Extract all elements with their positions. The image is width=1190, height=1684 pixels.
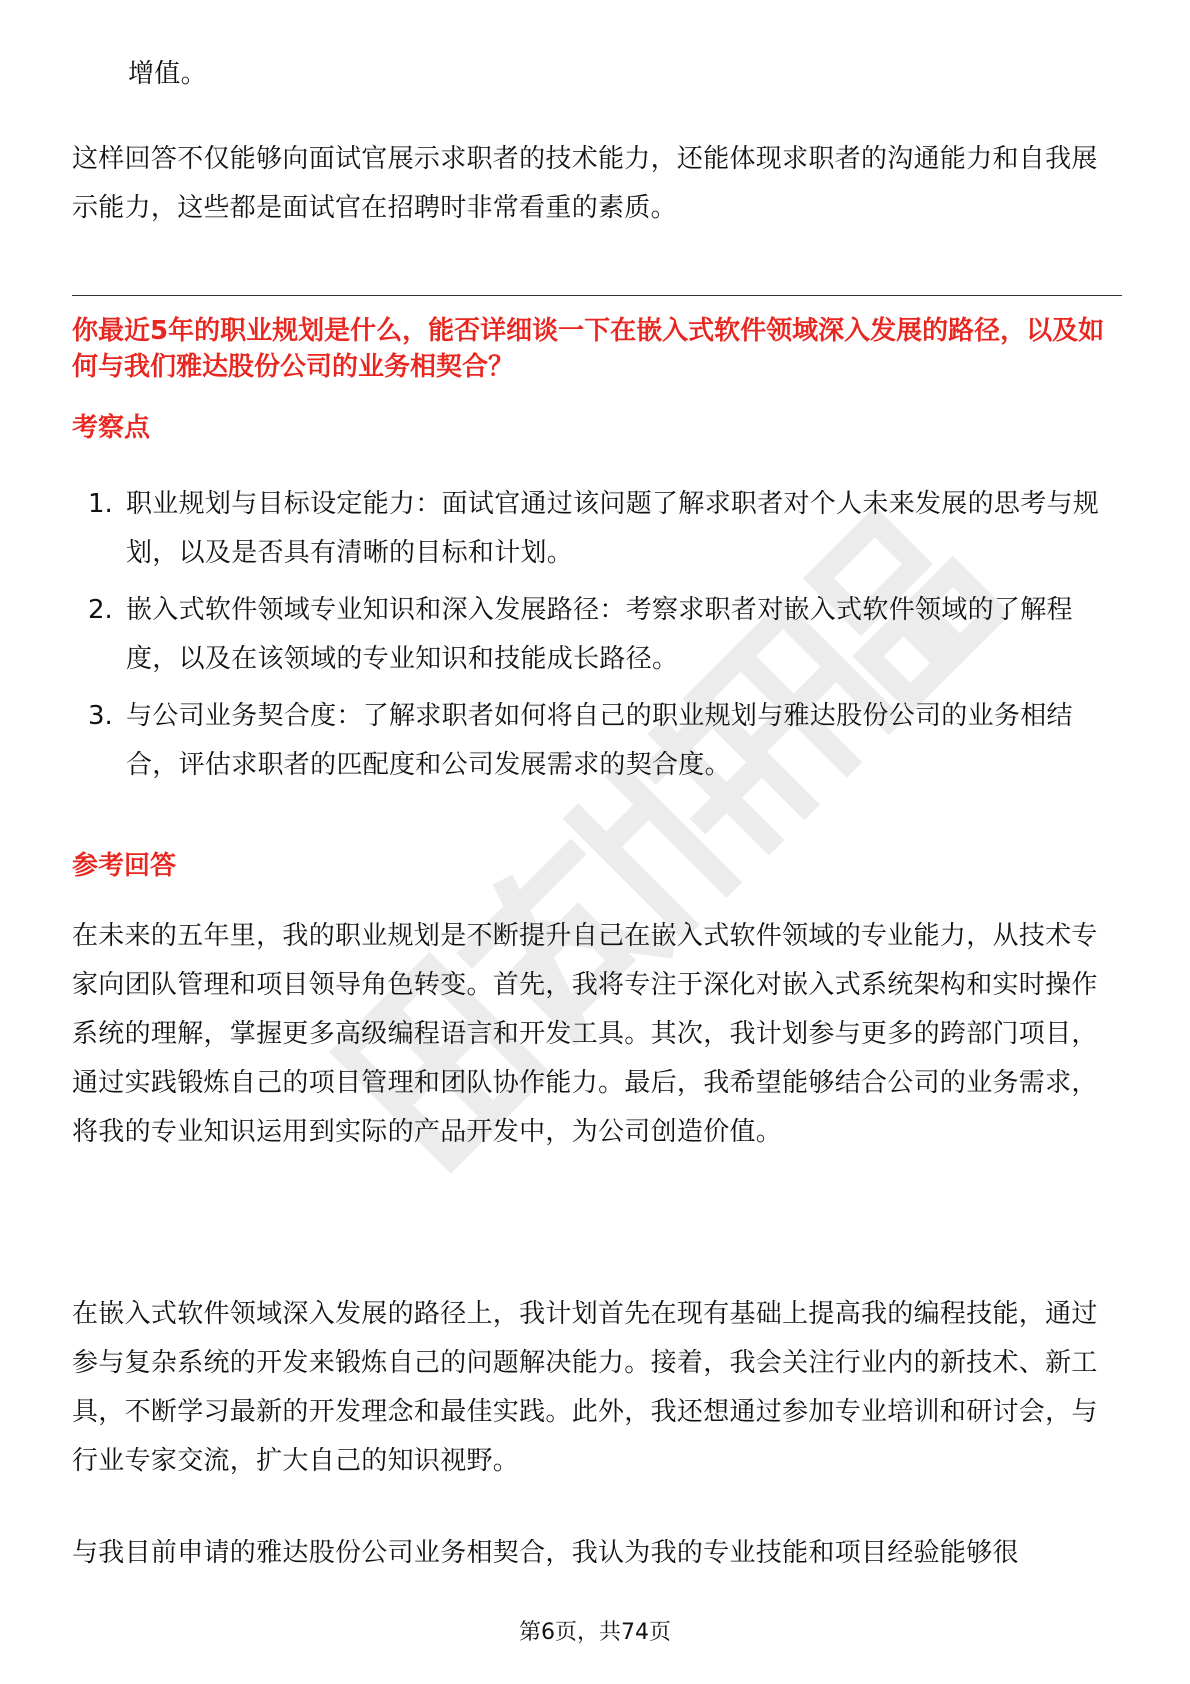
list-item-text: 嵌入式软件领域专业知识和深入发展路径：考察求职者对嵌入式软件领域的了解程度，以及在该领域的专业知识和技能成长路径。 [126, 595, 1073, 674]
answer-paragraph: 与我目前申请的雅达股份公司业务相契合，我认为我的专业技能和项目经验能够很 [72, 1538, 1019, 1568]
answer-paragraph: 在嵌入式软件领域深入发展的路径上，我计划首先在现有基础上提高我的编程技能，通过参与复杂系统的开发来锻炼自己的问题解决能力。接着，我会关注行业内的新技术、新工具，不断学习最新的开发理念和最佳实践。此外，我还想通过参加专业培训和研讨会，与行业专家交流，扩大自己的知识视野。 [72, 1299, 1098, 1476]
paragraph-summary: 这样回答不仅能够向面试官展示求职者的技术能力，还能体现求职者的沟通能力和自我展示能力，这些都是面试官在招聘时非常看重的素质。 [72, 144, 1098, 223]
assessment-points-list [72, 480, 1122, 798]
list-item-text: 与公司业务契合度：了解求职者如何将自己的职业规划与雅达股份公司的业务相结合，评估求职者的匹配度和公司发展需求的契合度。 [126, 701, 1073, 780]
page-number-footer: 第6页，共74页 [519, 1620, 671, 1645]
section-heading-cankao: 参考回答 [72, 851, 177, 881]
list-item [72, 586, 1122, 684]
answer-paragraph: 在未来的五年里，我的职业规划是不断提升自己在嵌入式软件领域的专业能力，从技术专家向团队管理和项目领导角色转变。首先，我将专注于深化对嵌入式系统架构和实时操作系统的理解，掌握更多高级编程语言和开发工具。其次，我计划参与更多的跨部门项目，通过实践锻炼自己的项目管理和团队协作能力。最后，我希望能够结合公司的业务需求，将我的专业知识运用到实际的产品开发中，为公司创造价值。 [72, 921, 1098, 1147]
question-heading: 你最近5年的职业规划是什么，能否详细谈一下在嵌入式软件领域深入发展的路径，以及如何与我们雅达股份公司的业务相契合？ [72, 316, 1105, 382]
section-divider [72, 295, 1122, 296]
list-item [72, 480, 1122, 578]
list-item-number: 1. [88, 489, 113, 519]
list-item-number: 2. [88, 595, 113, 625]
continuation-text: 增值。 [128, 59, 207, 89]
list-item [72, 692, 1122, 790]
list-item-number: 3. [88, 701, 113, 731]
section-heading-kaocha: 考察点 [72, 413, 151, 443]
list-item-text: 职业规划与目标设定能力：面试官通过该问题了解求职者对个人未来发展的思考与规划，以及是否具有清晰的目标和计划。 [126, 489, 1100, 568]
